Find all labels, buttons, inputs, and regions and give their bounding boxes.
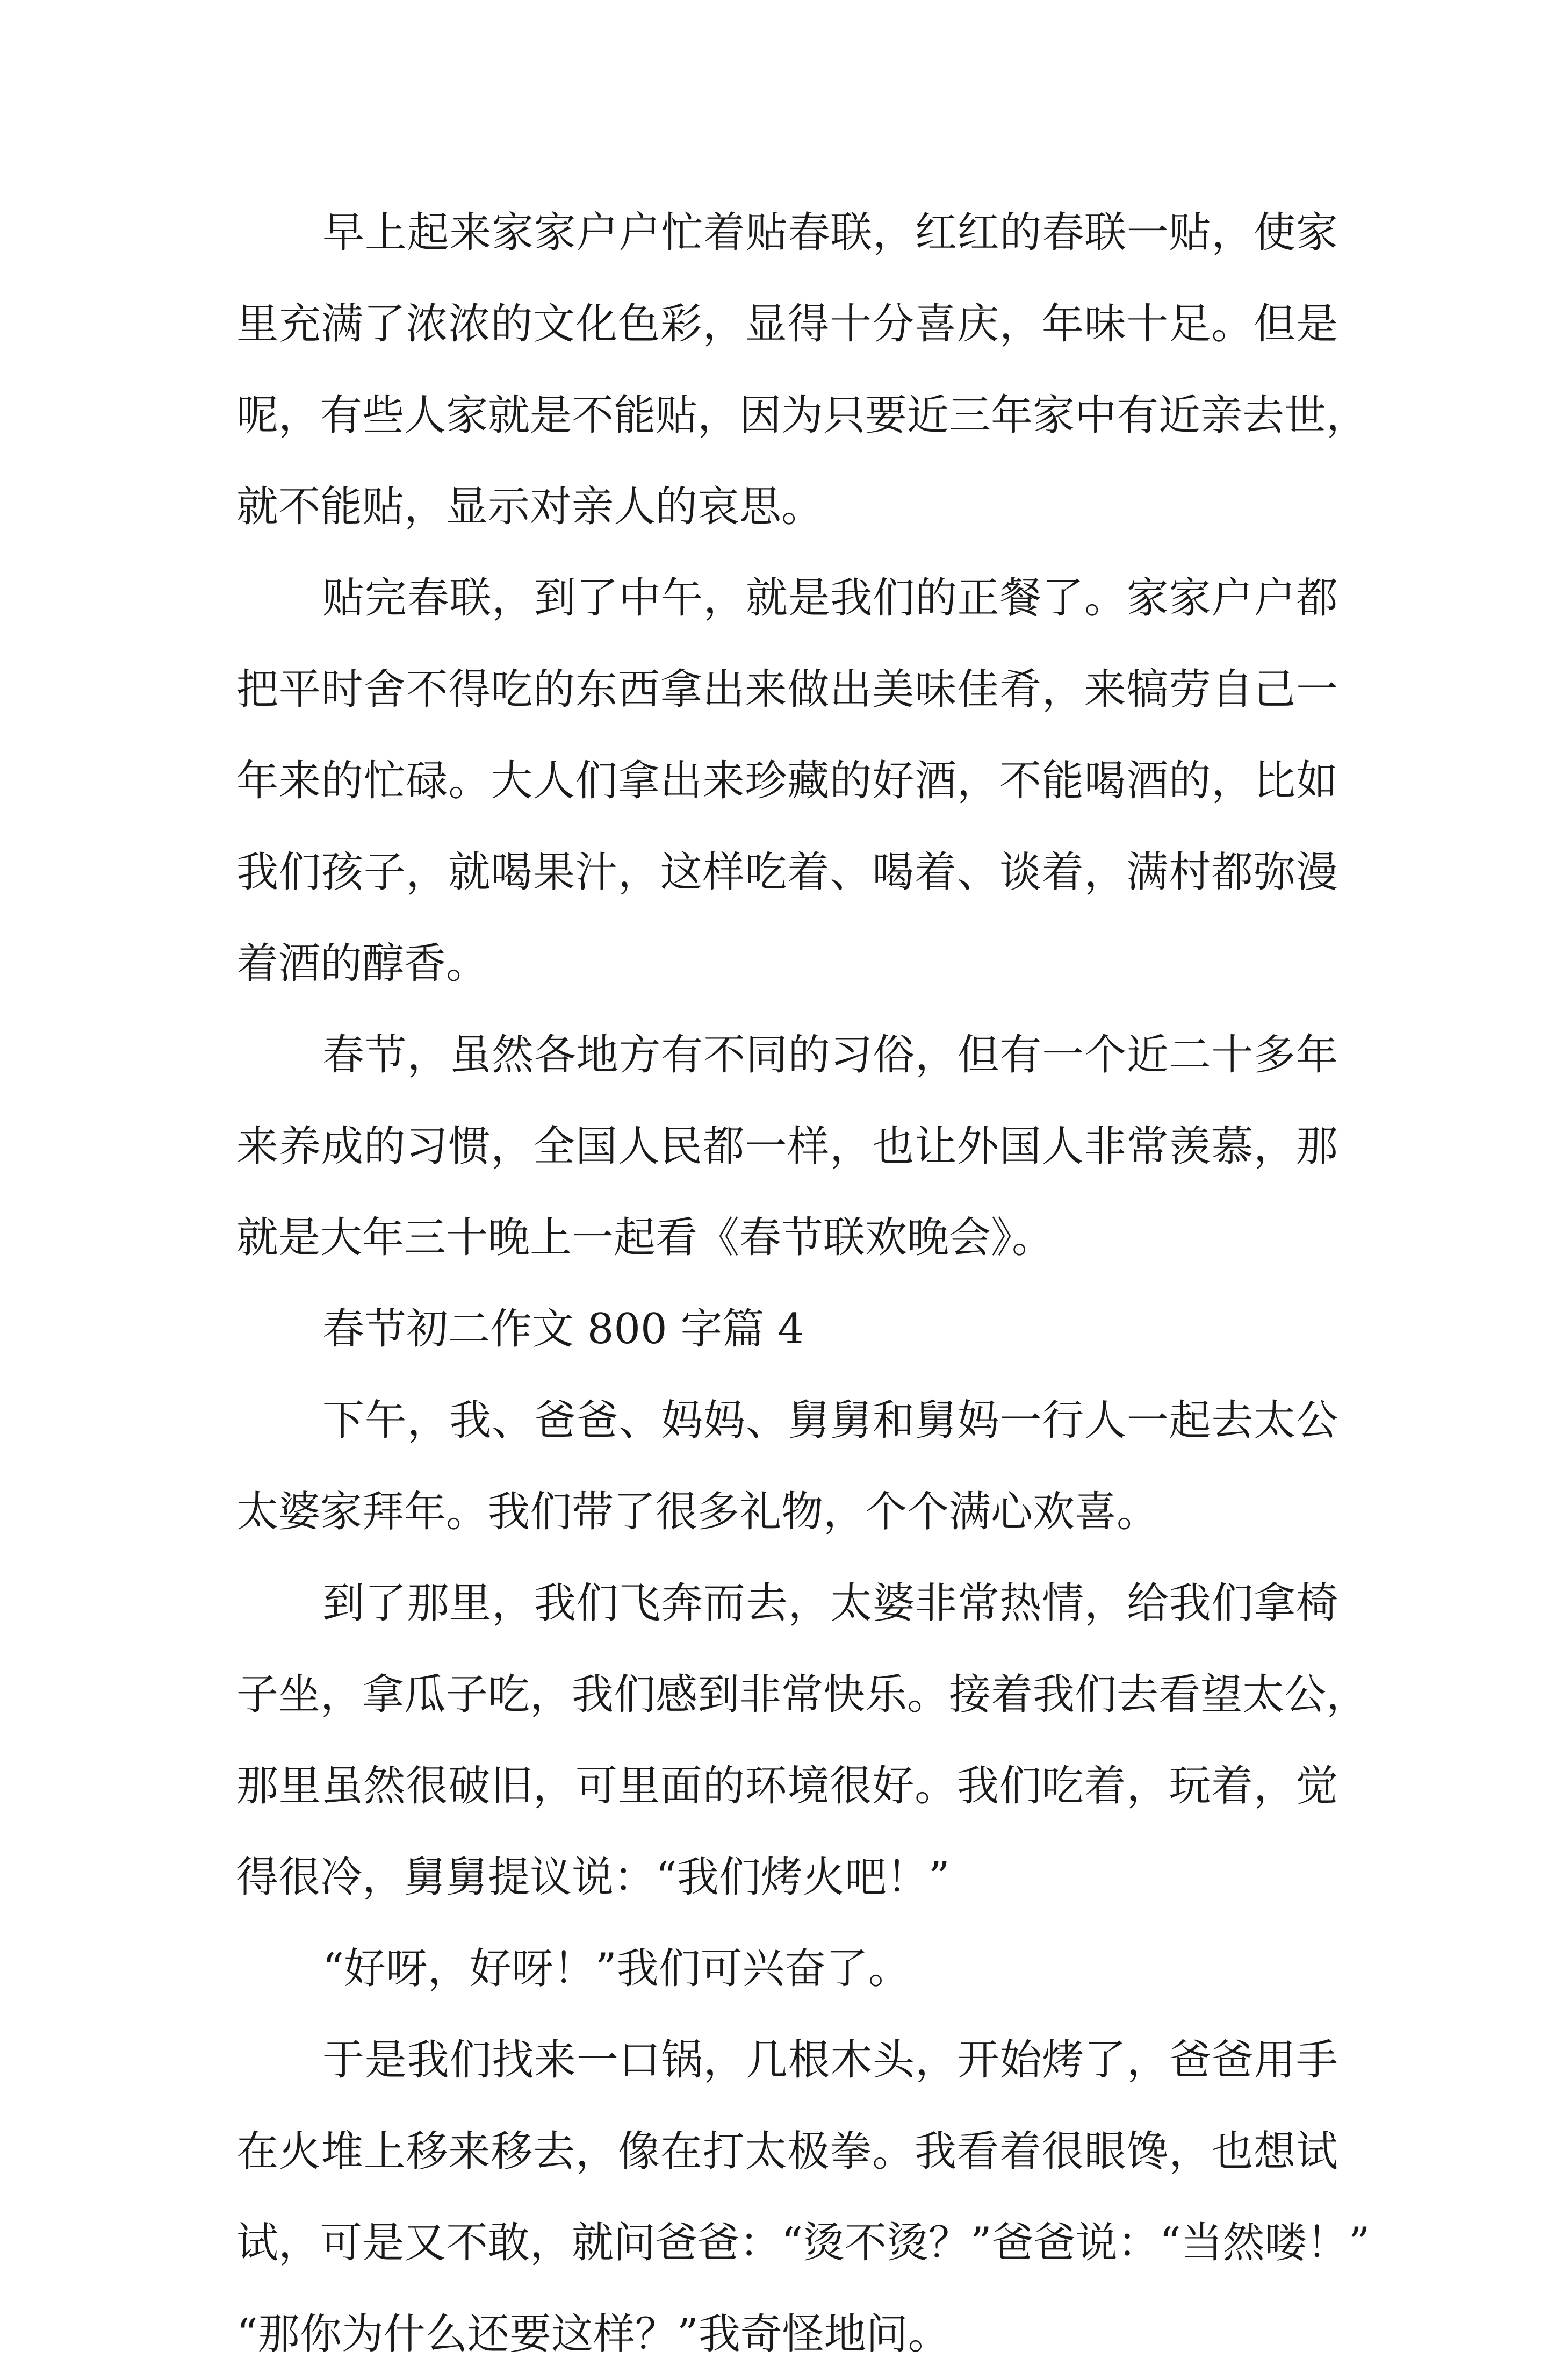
text-line: 子坐，拿瓜子吃，我们感到非常快乐。接着我们去看望太公， bbox=[236, 1671, 1369, 1719]
text-line: 我们孩子，就喝果汁，这样吃着、喝着、谈着，满村都弥漫 bbox=[236, 848, 1338, 897]
text-line: 那里虽然很破旧，可里面的环境很好。我们吃着，玩着，觉 bbox=[236, 1762, 1338, 1810]
paragraph bbox=[236, 1375, 1338, 1558]
section-heading bbox=[236, 1284, 1338, 1375]
text-line: 就是大年三十晚上一起看《春节联欢晚会》。 bbox=[236, 1214, 1054, 1262]
document-body bbox=[236, 187, 1370, 2380]
paragraph bbox=[236, 1009, 1338, 1284]
text-line: 春节，虽然各地方有不同的习俗，但有一个近二十多年 bbox=[322, 1031, 1338, 1079]
paragraph bbox=[236, 187, 1369, 553]
paragraph bbox=[236, 2015, 1370, 2380]
paragraph bbox=[236, 553, 1338, 1009]
text-line: 得很冷，舅舅提议说：“我们烤火吧！” bbox=[236, 1853, 950, 1902]
text-line: 就不能贴，显示对亲人的哀思。 bbox=[236, 483, 824, 531]
text-line: 太婆家拜年。我们带了很多礼物，个个满心欢喜。 bbox=[236, 1488, 1159, 1536]
text-line: 里充满了浓浓的文化色彩，显得十分喜庆，年味十足。但是 bbox=[236, 300, 1338, 348]
text-line: “好呀，好呀！”我们可兴奋了。 bbox=[322, 1945, 910, 1993]
text-line: 于是我们找来一口锅，几根木头，开始烤了，爸爸用手 bbox=[322, 2036, 1338, 2084]
paragraph bbox=[236, 1923, 1338, 2015]
text-line: 早上起来家家户户忙着贴春联，红红的春联一贴，使家 bbox=[322, 209, 1338, 257]
text-line: 到了那里，我们飞奔而去，太婆非常热情，给我们拿椅 bbox=[322, 1579, 1338, 1628]
paragraph bbox=[236, 1558, 1369, 1923]
text-line: 试，可是又不敢，就问爸爸：“烫不烫？”爸爸说：“当然喽！” bbox=[236, 2219, 1370, 2267]
text-line: 呢，有些人家就是不能贴，因为只要近三年家中有近亲去世， bbox=[236, 391, 1369, 440]
heading-line: 春节初二作文 800 字篇 4 bbox=[322, 1305, 804, 1353]
text-line: 在火堆上移来移去，像在打太极拳。我看着很眼馋，也想试 bbox=[236, 2127, 1338, 2176]
text-line: 贴完春联，到了中午，就是我们的正餐了。家家户户都 bbox=[322, 574, 1338, 622]
text-line: 来养成的习惯，全国人民都一样，也让外国人非常羡慕，那 bbox=[236, 1122, 1338, 1171]
text-line: “那你为什么还要这样？”我奇怪地问。 bbox=[236, 2310, 950, 2359]
text-line: 年来的忙碌。大人们拿出来珍藏的好酒，不能喝酒的，比如 bbox=[236, 757, 1338, 805]
text-line: 着酒的醇香。 bbox=[236, 940, 488, 988]
text-line: 下午，我、爸爸、妈妈、舅舅和舅妈一行人一起去太公 bbox=[322, 1396, 1338, 1445]
text-line: 把平时舍不得吃的东西拿出来做出美味佳肴，来犒劳自己一 bbox=[236, 665, 1338, 714]
